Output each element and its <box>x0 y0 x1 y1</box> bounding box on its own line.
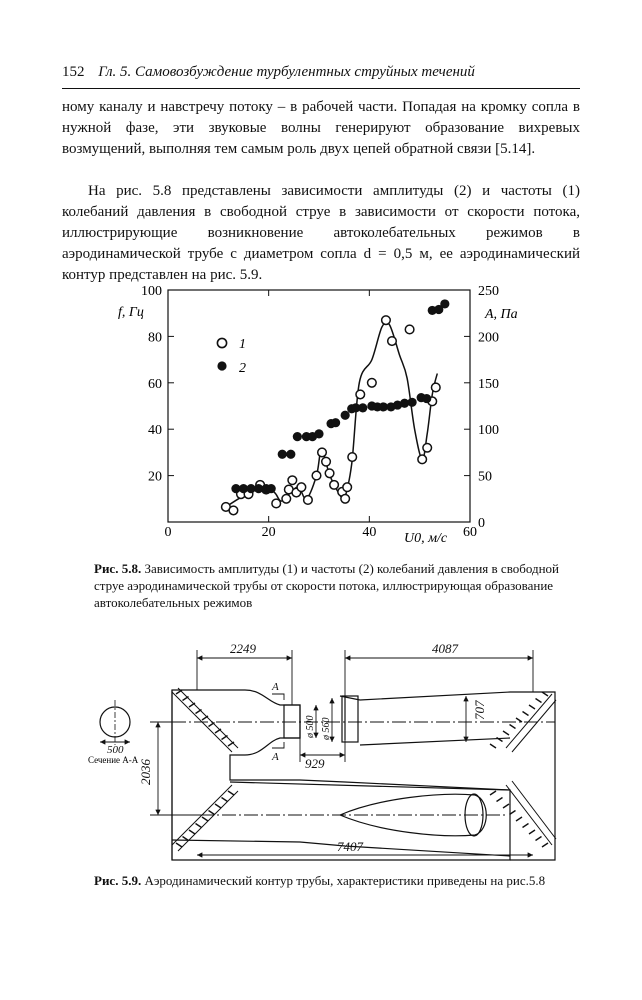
x-tick-label: 60 <box>463 525 477 540</box>
y-left-tick-label: 40 <box>148 423 162 439</box>
vane-ticks <box>176 690 548 847</box>
vane-tick <box>529 705 535 709</box>
vane-tick <box>215 729 221 733</box>
vane-tick <box>183 697 189 701</box>
vane-tick <box>176 843 182 847</box>
vane-tick <box>228 791 234 795</box>
section-aa-cut-top <box>272 694 284 700</box>
dim-929-label: 929 <box>305 756 325 771</box>
dim-500-section-label: 500 <box>107 744 124 756</box>
vane-tick <box>202 716 208 720</box>
vane-tick <box>490 791 496 795</box>
caption-fig-5-9 <box>94 872 572 889</box>
section-mark-a-bottom: А <box>272 751 279 763</box>
dim-2036-label: 2036 <box>138 759 153 785</box>
vane-tick <box>536 837 542 841</box>
diffuser-line <box>360 738 510 745</box>
paragraph-1: ному каналу и навстречу потоку – в рабочей части. Попадая на кромку сопла в нужной фазе, эти звуковые волны генерируют образование вихревых возмущений, выполняя тем самым роль двух цепей обратной связи [5.14]. <box>62 99 580 157</box>
vane-tick <box>228 742 234 746</box>
caption-fig-5-8-text: Зависимость амплитуды (1) и частоты (2) колебаний давления в свободной струе аэродинамической трубы от скорости потока, иллюстрирующая образование автоколебательных режимов <box>94 561 560 610</box>
test-section-upper <box>340 692 555 860</box>
x-tick-label: 40 <box>362 525 377 540</box>
vane-cascade-top-right <box>506 694 556 752</box>
vane-tick <box>222 798 228 802</box>
vane-tick <box>529 830 535 834</box>
legend-label-1: 1 <box>239 337 246 352</box>
running-title: Гл. 5. Самовозбуждение турбулентных струйных течений <box>98 64 475 80</box>
caption-fig-5-9-text: Аэродинамический контур трубы, характеристики приведены на рис.5.8 <box>144 873 546 888</box>
dim-500-nozzle-label: ø 500 <box>305 715 316 738</box>
vane-tick <box>209 723 215 727</box>
vane-tick <box>516 817 522 821</box>
vane-tick <box>222 736 228 740</box>
vane-tick <box>536 699 542 703</box>
vane-tick <box>196 824 202 828</box>
vane-tick <box>189 830 195 834</box>
caption-fig-5-9-label: Рис. 5.9. <box>94 873 142 888</box>
vane-tick <box>202 817 208 821</box>
vane-cascade-bottom-right <box>506 781 556 845</box>
tunnel-outer-contour <box>172 690 510 860</box>
y-right-tick-label: 0 <box>478 516 485 531</box>
section-mark-a-top: А <box>272 681 279 693</box>
vane-tick <box>542 843 548 847</box>
y-right-label: A, Па <box>485 307 518 322</box>
y-right-tick-label: 100 <box>478 423 499 439</box>
vane-tick <box>189 703 195 707</box>
vane-tick <box>503 804 509 808</box>
nozzle-ring <box>284 705 300 738</box>
vane-tick <box>510 725 516 729</box>
page-number: 152 <box>62 64 85 80</box>
vane-tick <box>516 718 522 722</box>
x-axis-label: U0, м/с <box>404 531 448 546</box>
y-left-tick-label: 100 <box>141 284 162 299</box>
x-tick-label: 0 <box>164 525 172 540</box>
dim-7407-label: 7407 <box>337 839 363 854</box>
y-left-tick-label: 20 <box>148 469 162 485</box>
caption-fig-5-8-label: Рис. 5.8. <box>94 561 142 576</box>
dim-560-label: ø 560 <box>321 717 332 740</box>
x-tick-label: 20 <box>261 525 276 540</box>
vane-tick <box>503 731 509 735</box>
vane-tick <box>523 824 529 828</box>
dim-707-label: 707 <box>472 700 487 720</box>
dim-2249-label: 2249 <box>230 641 256 656</box>
y-right-tick-label: 200 <box>478 330 499 346</box>
section-aa-label: Сечение А-А <box>88 755 139 765</box>
y-left-tick-label: 80 <box>148 330 162 346</box>
vane-tick <box>497 798 503 802</box>
y-right-tick-label: 150 <box>478 376 499 392</box>
vane-tick <box>490 744 496 748</box>
legend-label-2: 2 <box>239 361 246 376</box>
y-right-tick-label: 50 <box>478 469 492 485</box>
paragraph-2: На рис. 5.8 представлены зависимости амплитуды (2) и частоты (1) колебаний давления в свободной струе в зависимости от скорости потока, иллюстрирующие возникновение автоколебательных режимов в аэродинамической трубе с диаметром сопла d = 0,5 м, ее аэродинамический контур представлен на рис. 5.9. <box>62 183 580 283</box>
dim-4087-label: 4087 <box>432 641 458 656</box>
section-aa-cut-bottom <box>272 742 284 748</box>
vane-tick <box>196 710 202 714</box>
y-left-label: f, Гц <box>118 305 144 320</box>
vane-tick <box>209 811 215 815</box>
vane-tick <box>215 804 221 808</box>
y-left-tick-label: 60 <box>148 376 162 392</box>
y-right-tick-label: 250 <box>478 284 499 299</box>
vane-tick <box>523 712 529 716</box>
vane-cascade-top-left <box>172 688 238 752</box>
